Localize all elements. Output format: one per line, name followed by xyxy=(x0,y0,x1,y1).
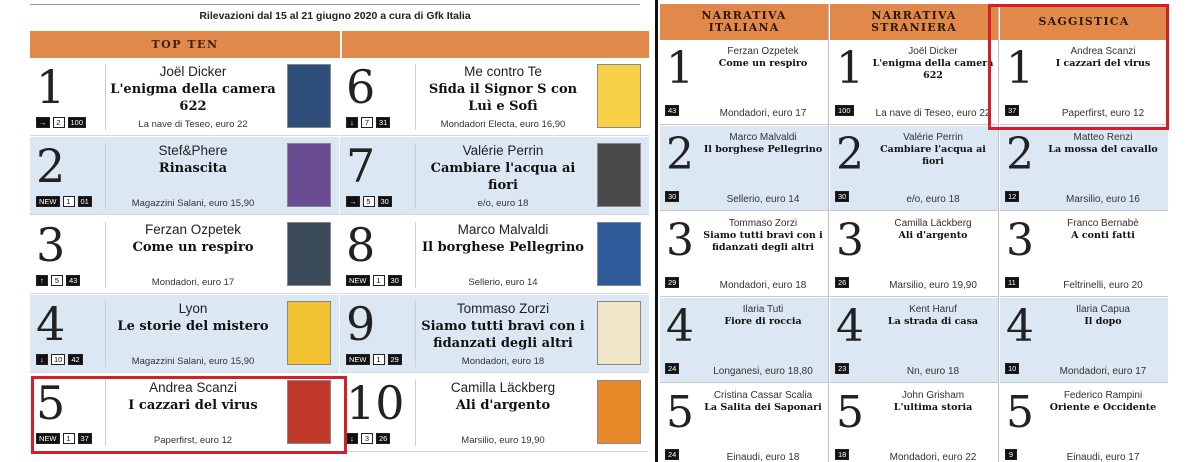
rank-number: 4 xyxy=(666,301,694,352)
rank-number: 10 xyxy=(346,376,405,430)
book-author: Marco Malvaldi xyxy=(457,222,549,237)
book-cover-image xyxy=(597,380,641,444)
book-cover-image xyxy=(597,301,641,365)
weeks-in-chart: 26 xyxy=(376,433,390,444)
book-title: Ali d'argento xyxy=(455,398,551,413)
rank-number: 1 xyxy=(1006,43,1034,94)
trend-arrow-icon: ↑ xyxy=(36,275,48,286)
top-ten-header xyxy=(30,31,649,58)
previous-rank: 1 xyxy=(63,196,75,207)
book-title: Fiore di roccia xyxy=(724,316,802,327)
book-author: Ilaria Tuti xyxy=(742,304,784,315)
book-title: A conti fatti xyxy=(1071,230,1135,241)
book-title: Oriente e Occidente xyxy=(1049,402,1157,413)
trend-arrow-icon: → xyxy=(346,196,360,207)
rank-number: 2 xyxy=(1006,129,1034,180)
book-author: Andrea Scanzi xyxy=(149,380,237,395)
book-publisher: La nave di Teseo, euro 22 xyxy=(138,119,248,130)
rank-number: 5 xyxy=(666,387,694,438)
book-title: Siamo tutti bravi con i fidanzati degli altri xyxy=(703,230,823,253)
weeks-in-chart: 01 xyxy=(78,196,92,207)
weeks-in-chart: 24 xyxy=(665,363,679,374)
book-author: Andrea Scanzi xyxy=(1070,46,1136,57)
rank-number: 2 xyxy=(36,139,66,193)
survey-note: Rilevazioni dal 15 al 21 giugno 2020 a cura di Gfk Italia xyxy=(199,10,471,22)
trend-arrow-icon: ↓ xyxy=(346,117,358,128)
book-title: I cazzari del virus xyxy=(1055,58,1151,69)
top-ten-row xyxy=(30,216,339,294)
book-cover-image xyxy=(287,222,331,286)
category-header xyxy=(830,4,998,40)
weeks-in-chart: 43 xyxy=(66,275,80,286)
book-cover-image xyxy=(597,222,641,286)
rank-stats xyxy=(346,354,402,365)
book-author: Lyon xyxy=(178,301,208,316)
weeks-in-chart: 12 xyxy=(1005,191,1019,202)
category-row xyxy=(660,384,828,462)
category-row xyxy=(660,40,828,125)
weeks-in-chart: 30 xyxy=(665,191,679,202)
rank-stats xyxy=(346,196,392,207)
rank-number: 3 xyxy=(1006,215,1034,266)
book-author: Ferzan Ozpetek xyxy=(144,222,242,237)
book-author: Joël Dicker xyxy=(159,64,227,79)
book-author: Valérie Perrin xyxy=(462,143,544,158)
rank-number: 1 xyxy=(836,43,864,94)
book-title: Cambiare l'acqua ai fiori xyxy=(430,161,576,193)
book-author: Franco Bernabè xyxy=(1067,218,1139,229)
header-divider xyxy=(340,31,342,58)
book-cover-image xyxy=(287,64,331,128)
book-author: Federico Rampini xyxy=(1063,390,1143,401)
rank-stats xyxy=(36,117,86,128)
previous-rank: 5 xyxy=(363,196,375,207)
rank-stats xyxy=(36,196,92,207)
row-divider xyxy=(415,222,416,288)
book-publisher: e/o, euro 18 xyxy=(906,194,960,205)
rank-number: 1 xyxy=(666,43,694,94)
book-publisher: Mondadori, euro 17 xyxy=(1059,366,1147,377)
weeks-in-chart: 42 xyxy=(68,354,82,365)
book-publisher: Sellerio, euro 14 xyxy=(726,194,800,205)
trend-arrow-icon: → xyxy=(36,117,50,128)
category-row xyxy=(660,126,828,211)
row-divider xyxy=(415,301,416,367)
rank-number: 4 xyxy=(836,301,864,352)
new-badge: NEW xyxy=(346,275,370,286)
highlight-frame-scanzi-saggistica xyxy=(988,4,1169,130)
book-title: Rinascita xyxy=(158,161,228,176)
book-author: Cristina Cassar Scalia xyxy=(713,390,813,401)
rank-stats xyxy=(346,117,390,128)
book-author: Camilla Läckberg xyxy=(894,218,972,229)
book-title: Come un respiro xyxy=(718,58,808,69)
book-author: Kent Haruf xyxy=(909,304,957,315)
category-row xyxy=(1000,384,1168,462)
weeks-in-chart: 23 xyxy=(835,363,849,374)
book-title: Cambiare l'acqua ai fiori xyxy=(880,144,986,167)
rank-number: 1 xyxy=(36,60,66,114)
book-title: Sfida il Signor S con Luì e Sofì xyxy=(428,82,578,114)
book-title: Come un respiro xyxy=(132,240,254,255)
book-title: L'ultima storia xyxy=(893,402,973,413)
book-publisher: Marsilio, euro 19,90 xyxy=(889,280,977,291)
weeks-in-chart: 29 xyxy=(388,354,402,365)
book-author: Camilla Läckberg xyxy=(450,380,556,395)
top-ten-row xyxy=(340,58,649,136)
previous-rank: 1 xyxy=(63,433,75,444)
category-row xyxy=(1000,298,1168,383)
row-divider xyxy=(415,380,416,446)
rank-number: 9 xyxy=(346,297,376,351)
category-title-line1: NARRATIVA xyxy=(701,9,787,22)
book-author: Joël Dicker xyxy=(908,46,958,57)
book-author: Me contro Te xyxy=(464,64,542,79)
row-divider xyxy=(105,64,106,130)
top-ten-row xyxy=(340,137,649,215)
book-title: Il dopo xyxy=(1084,316,1122,327)
category-row xyxy=(1000,126,1168,211)
book-publisher: Mondadori Electa, euro 16,90 xyxy=(440,119,566,130)
new-badge: NEW xyxy=(36,433,60,444)
weeks-in-chart: 100 xyxy=(835,105,854,116)
top-ten-row xyxy=(340,374,649,452)
category-row xyxy=(660,212,828,297)
book-title: L'enigma della camera 622 xyxy=(110,82,276,114)
weeks-in-chart: 29 xyxy=(665,277,679,288)
top-rule xyxy=(30,4,640,5)
rank-number: 2 xyxy=(836,129,864,180)
weeks-in-chart: 9 xyxy=(1005,449,1017,460)
book-publisher: Marsilio, euro 16 xyxy=(1066,194,1140,205)
previous-rank: 1 xyxy=(373,275,385,286)
category-row xyxy=(1000,212,1168,297)
weeks-in-chart: 100 xyxy=(68,117,87,128)
top-ten-title: TOP TEN xyxy=(151,38,219,51)
weeks-in-chart: 37 xyxy=(78,433,92,444)
book-publisher: Paperfirst, euro 12 xyxy=(153,435,233,446)
book-title: Siamo tutti bravi con i fidanzati degli altri xyxy=(421,319,585,351)
weeks-in-chart: 30 xyxy=(388,275,402,286)
row-divider xyxy=(105,301,106,367)
book-author: Marco Malvaldi xyxy=(729,132,797,143)
top-ten-row xyxy=(340,216,649,294)
book-title: La Salita dei Saponari xyxy=(704,402,822,413)
book-title: I cazzari del virus xyxy=(128,398,258,413)
category-title-line2: ITALIANA xyxy=(708,21,780,34)
top-ten-row xyxy=(30,58,339,136)
weeks-in-chart: 30 xyxy=(835,191,849,202)
category-row xyxy=(830,298,998,383)
rank-number: 7 xyxy=(346,139,376,193)
rank-stats xyxy=(36,354,83,365)
book-publisher: Paperfirst, euro 12 xyxy=(1061,108,1145,119)
book-author: John Grisham xyxy=(901,390,965,401)
book-author: Valérie Perrin xyxy=(903,132,963,143)
previous-rank: 5 xyxy=(51,275,63,286)
rank-number: 4 xyxy=(1006,301,1034,352)
top-ten-row xyxy=(340,295,649,373)
row-divider xyxy=(105,143,106,209)
book-title: Il borghese Pellegrino xyxy=(703,144,823,155)
previous-rank: 1 xyxy=(373,354,385,365)
book-publisher: Magazzini Salani, euro 15,90 xyxy=(131,356,255,367)
book-publisher: Longanesi, euro 18,80 xyxy=(713,366,813,377)
rank-number: 6 xyxy=(346,60,376,114)
row-divider xyxy=(415,64,416,130)
book-cover-image xyxy=(597,64,641,128)
book-cover-image xyxy=(597,143,641,207)
category-row xyxy=(830,384,998,462)
top-ten-row xyxy=(30,137,339,215)
row-divider xyxy=(105,222,106,288)
previous-rank: 7 xyxy=(361,117,373,128)
book-author: Ilaria Capua xyxy=(1076,304,1130,315)
new-badge: NEW xyxy=(36,196,60,207)
trend-arrow-icon: ↓ xyxy=(346,433,358,444)
rank-number: 3 xyxy=(36,218,66,272)
rank-number: 2 xyxy=(666,129,694,180)
trend-arrow-icon: ↓ xyxy=(36,354,48,365)
rank-number: 5 xyxy=(36,376,66,430)
previous-rank: 2 xyxy=(53,117,65,128)
row-divider xyxy=(415,143,416,209)
rank-number: 3 xyxy=(836,215,864,266)
book-publisher: Marsilio, euro 19,90 xyxy=(461,435,545,446)
book-publisher: Mondadori, euro 18 xyxy=(461,356,545,367)
category-row xyxy=(830,126,998,211)
book-title: L'enigma della camera 622 xyxy=(872,58,994,81)
book-author: Ferzan Ozpetek xyxy=(727,46,799,57)
book-title: Le storie del mistero xyxy=(117,319,269,334)
weeks-in-chart: 24 xyxy=(665,449,679,460)
book-publisher: Sellerio, euro 14 xyxy=(468,277,538,288)
weeks-in-chart: 37 xyxy=(1005,105,1019,116)
new-badge: NEW xyxy=(346,354,370,365)
rank-number: 5 xyxy=(1006,387,1034,438)
book-publisher: e/o, euro 18 xyxy=(477,198,529,209)
book-author: Tommaso Zorzi xyxy=(456,301,550,316)
rank-stats xyxy=(346,275,402,286)
rank-number: 4 xyxy=(36,297,66,351)
previous-rank: 10 xyxy=(51,354,65,365)
top-ten-row xyxy=(30,295,339,373)
book-publisher: Mondadori, euro 22 xyxy=(889,452,977,462)
category-title-line1: SAGGISTICA xyxy=(1038,15,1130,28)
book-publisher: Mondadori, euro 18 xyxy=(719,280,807,291)
book-publisher: Einaudi, euro 18 xyxy=(726,452,800,462)
previous-rank: 3 xyxy=(361,433,373,444)
weeks-in-chart: 30 xyxy=(378,196,392,207)
book-publisher: Feltrinelli, euro 20 xyxy=(1063,280,1143,291)
book-cover-image xyxy=(287,143,331,207)
book-publisher: Magazzini Salani, euro 15,90 xyxy=(131,198,255,209)
book-author: Stef&Phere xyxy=(158,143,228,158)
rank-stats xyxy=(346,433,390,444)
book-title: Ali d'argento xyxy=(898,230,968,241)
weeks-in-chart: 10 xyxy=(1005,363,1019,374)
column-divider xyxy=(828,4,829,462)
book-title: La mossa del cavallo xyxy=(1048,144,1158,155)
rank-number: 5 xyxy=(836,387,864,438)
rank-stats xyxy=(36,275,80,286)
category-row xyxy=(660,298,828,383)
categories-panel xyxy=(658,0,1200,462)
book-publisher: Mondadori, euro 17 xyxy=(151,277,235,288)
rank-number: 3 xyxy=(666,215,694,266)
weeks-in-chart: 31 xyxy=(376,117,390,128)
weeks-in-chart: 43 xyxy=(665,105,679,116)
book-cover-image xyxy=(287,301,331,365)
category-row xyxy=(830,40,998,125)
rank-number: 8 xyxy=(346,218,376,272)
book-publisher: Einaudi, euro 17 xyxy=(1066,452,1140,462)
book-author: Matteo Renzi xyxy=(1073,132,1133,143)
book-title: Il borghese Pellegrino xyxy=(422,240,584,255)
book-publisher: Nn, euro 18 xyxy=(906,366,960,377)
book-author: Tommaso Zorzi xyxy=(728,218,798,229)
category-header xyxy=(660,4,828,40)
highlight-frame-scanzi-topten xyxy=(31,376,347,454)
weeks-in-chart: 11 xyxy=(1005,277,1019,288)
category-row xyxy=(830,212,998,297)
book-publisher: Mondadori, euro 17 xyxy=(719,108,807,119)
weeks-in-chart: 26 xyxy=(835,277,849,288)
book-publisher: La nave di Teseo, euro 22 xyxy=(875,108,991,119)
category-title-line2: STRANIERA xyxy=(871,21,957,34)
weeks-in-chart: 18 xyxy=(835,449,849,460)
book-title: La strada di casa xyxy=(887,316,979,327)
category-title-line1: NARRATIVA xyxy=(871,9,957,22)
